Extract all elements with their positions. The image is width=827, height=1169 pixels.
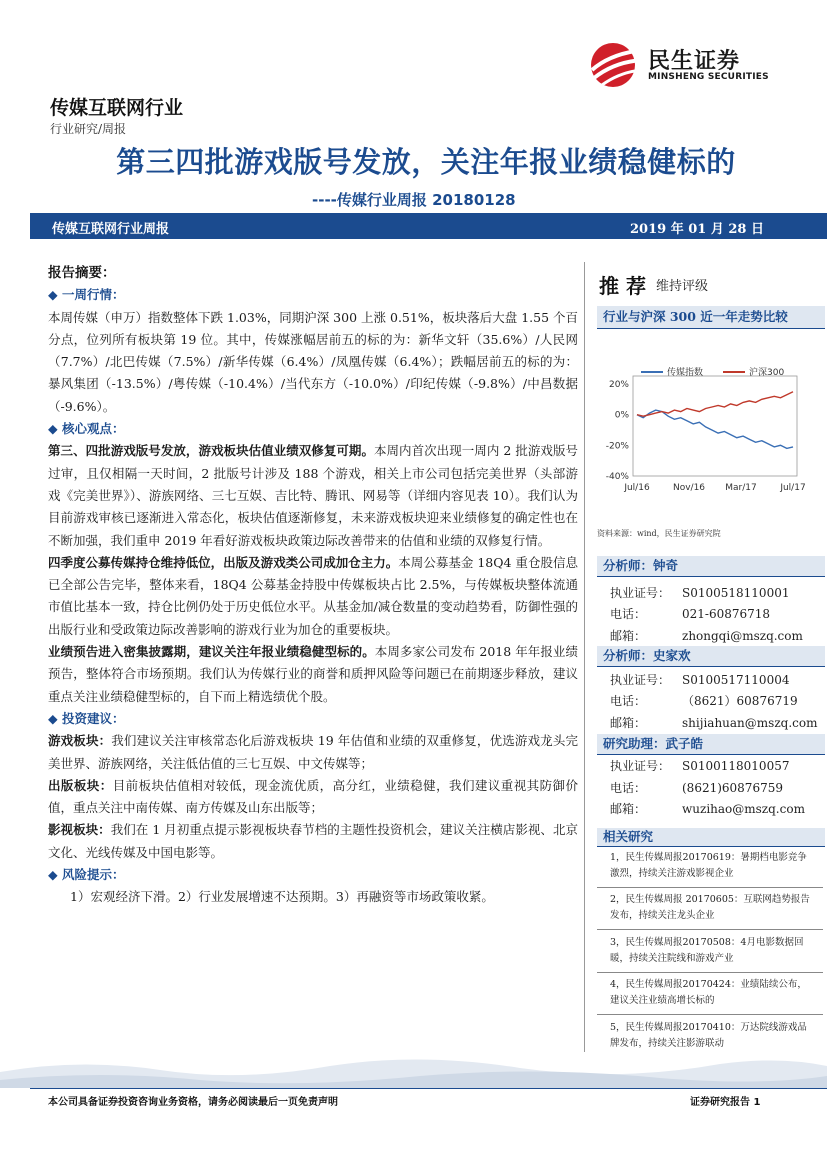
invest-publish: 出版板块：目前板块估值相对较低，现金流优质，高分红，业绩稳健，我们建议重视其防御价值，重点关注中南传媒、南方传媒及山东出版等； — [48, 777, 578, 816]
y-tick-label: -40% — [605, 472, 629, 482]
email-link[interactable]: wuzihao@mszq.com — [682, 802, 805, 816]
analyst-1-mail: 邮箱： zhongqi@mszq.com — [610, 629, 803, 643]
rating-label: 推 荐 — [599, 274, 646, 298]
x-tick-label: Mar/17 — [725, 483, 757, 493]
related-item[interactable]: 5，民生传媒周报20170410：万达院线游戏品牌发布，持续关注影游联动 — [610, 1022, 807, 1049]
x-tick-label: Nov/16 — [672, 483, 706, 493]
x-tick-label: Jul/17 — [780, 483, 806, 493]
legend-label: 沪深300 — [749, 368, 785, 378]
related-item[interactable]: 1，民生传媒周报20170619：暑期档电影竞争激烈，持续关注游戏影视企业 — [610, 852, 807, 879]
report-title: 第三四批游戏版号发放，关注年报业绩稳健标的 — [116, 145, 736, 179]
related-item[interactable]: 2，民生传媒周报 20170605：互联网趋势报告发布，持续关注龙头企业 — [610, 894, 810, 921]
minsheng-logo-icon — [588, 40, 644, 90]
risk-text: 1）宏观经济下滑。2）行业发展增速不达预期。3）再融资等市场政策收紧。 — [70, 889, 494, 905]
related-item[interactable]: 4，民生传媒周报20170424：业绩陆续公布，建议关注业绩高增长标的 — [610, 979, 807, 1006]
category-label: 行业研究/周报 — [50, 122, 127, 136]
footer-divider — [30, 1088, 827, 1089]
analyst-1-tel: 电话： 021-60876718 — [610, 607, 771, 621]
core-para-2: 四季度公募传媒持仓维持低位，出版及游戏类公司成加仓主力。本周公募基金 18Q4 重仓股信息已全部公告完毕，整体来看，18Q4 公募基金持股中传媒板块占比 2.5%，与传媒板块整体流通市值比基本一致，持仓比例仍处于历史低位水平。从基金加/减仓数量的变动趋势看，防御性强的出版行业和受政策边际改善影响的游戏行业为加仓的重要板块。 — [48, 554, 578, 637]
chart-frame — [633, 376, 797, 476]
series-line-media — [637, 410, 793, 448]
core-heading: ◆ 核心观点： — [48, 418, 578, 440]
invest-heading: ◆ 投资建议： — [48, 708, 578, 730]
analyst-3-header: 研究助理：武子皓 — [597, 734, 825, 755]
y-tick-label: 20% — [608, 380, 629, 390]
divider — [597, 929, 823, 930]
analyst-2-id: 执业证号： S0100517110004 — [610, 673, 790, 687]
brand-sub: MINSHENG SECURITIES — [648, 72, 769, 82]
analyst-2-tel: 电话： （8621）60876719 — [610, 694, 798, 708]
related-heading: 相关研究 — [597, 828, 825, 847]
diamond-bullet-icon: ◆ — [48, 710, 58, 726]
analyst-3-mail: 邮箱： wuzihao@mszq.com — [610, 802, 805, 816]
report-series: 传媒互联网行业周报 — [52, 222, 170, 237]
report-date: 2019 年 01 月 28 日 — [630, 222, 764, 237]
page-number: 证券研究报告 1 — [690, 1097, 761, 1108]
analyst-2-header: 分析师：史家欢 — [597, 646, 825, 667]
x-tick-label: Jul/16 — [624, 483, 650, 493]
summary-column — [48, 262, 578, 909]
analyst-1-header: 分析师：钟奇 — [597, 556, 825, 577]
core-para-1: 第三、四批游戏版号发放，游戏板块估值业绩双修复可期。本周内首次出现一周内 2 批游戏版号过审，且仅相隔一天时间，2 批版号计涉及 188 个游戏，相关上市公司包括完美世界（头部游戏《完美世界》）、游族网络、三七互娱、吉比特、腾讯、网易等（详细内容见表 10）。我们认为目前游戏审核已逐渐进入常态化，板块估值逐渐修复，未来游戏板块迎来业绩修复的确定性也在不断加强，我们重申 2019 年看好游戏板块政策边际改善带来的估值和业绩的双修复行情。 — [48, 443, 578, 548]
email-link[interactable]: zhongqi@mszq.com — [682, 629, 803, 643]
mountain-graphic — [0, 1052, 827, 1088]
rating-sub: 维持评级 — [656, 279, 709, 294]
weekly-text: 本周传媒（申万）指数整体下跌 1.03%，同期沪深 300 上涨 0.51%，板块落后大盘 1.55 个百分点，位列所有板块第 19 位。其中，传媒涨幅居前五的标的为：新华文轩（35.6%）/人民网（7.7%）/北巴传媒（7.5%）/新华传媒（6.4%）/凤凰传媒（6.4%）；跌幅居前五的标的为：暴风集团（-13.5%）/粤传媒（-10.4%）/当代东方（-10.0%）/印纪传媒（-9.8%）/中昌数据（-9.6%）。 — [48, 309, 578, 414]
core-para-3: 业绩预告进入密集披露期，建议关注年报业绩稳健型标的。本周多家公司发布 2018 年年报业绩预告，整体符合市场预期。我们认为传媒行业的商誉和质押风险等问题已在前期逐步释放，建议重点关注业绩稳健型标的，自下而上精选绩优个股。 — [48, 644, 578, 704]
report-subtitle: ----传媒行业周报 20180128 — [312, 191, 516, 209]
email-link[interactable]: shijiahuan@mszq.com — [682, 716, 818, 730]
series-line-hs300 — [637, 392, 793, 417]
trend-chart — [597, 340, 823, 500]
column-divider — [584, 262, 585, 1052]
chart-title: 行业与沪深 300 近一年走势比较 — [597, 306, 825, 329]
divider — [597, 887, 823, 888]
weekly-heading: ◆ 一周行情： — [48, 284, 578, 306]
summary-heading: 报告摘要： — [48, 265, 116, 281]
analyst-1-id: 执业证号： S0100518110001 — [610, 586, 790, 600]
analyst-3-id: 执业证号： S0100118010057 — [610, 759, 790, 773]
diamond-bullet-icon: ◆ — [48, 867, 58, 883]
analyst-2-mail: 邮箱： shijiahuan@mszq.com — [610, 716, 818, 730]
invest-film: 影视板块：我们在 1 月初重点提示影视板块春节档的主题性投资机会，建议关注横店影视、北京文化、光线传媒及中国电影等。 — [48, 822, 578, 860]
legend-label: 传媒指数 — [667, 368, 704, 378]
brand-name: 民生证券 — [648, 49, 741, 74]
industry-label: 传媒互联网行业 — [50, 97, 184, 119]
divider — [597, 972, 823, 973]
invest-game: 游戏板块：我们建议关注审核常态化后游戏板块 19 年估值和业绩的双重修复，优选游戏龙头完美世界、游族网络，关注低估值的三七互娱、中文传媒等； — [48, 733, 578, 771]
analyst-3-tel: 电话： (8621)60876759 — [610, 781, 783, 795]
disclaimer-note: 本公司具备证券投资咨询业务资格，请务必阅读最后一页免责声明 — [48, 1097, 338, 1108]
diamond-bullet-icon: ◆ — [48, 421, 58, 437]
related-item[interactable]: 3，民生传媒周报20170508：4月电影数据回暖，持续关注院线和游戏产业 — [610, 937, 804, 964]
risk-heading: ◆ 风险提示： — [48, 864, 578, 886]
chart-source: 资料来源：wind，民生证券研究院 — [597, 529, 721, 538]
y-tick-label: -20% — [605, 441, 629, 452]
y-tick-label: 0% — [614, 410, 629, 421]
divider — [597, 1014, 823, 1015]
diamond-bullet-icon: ◆ — [48, 287, 58, 303]
